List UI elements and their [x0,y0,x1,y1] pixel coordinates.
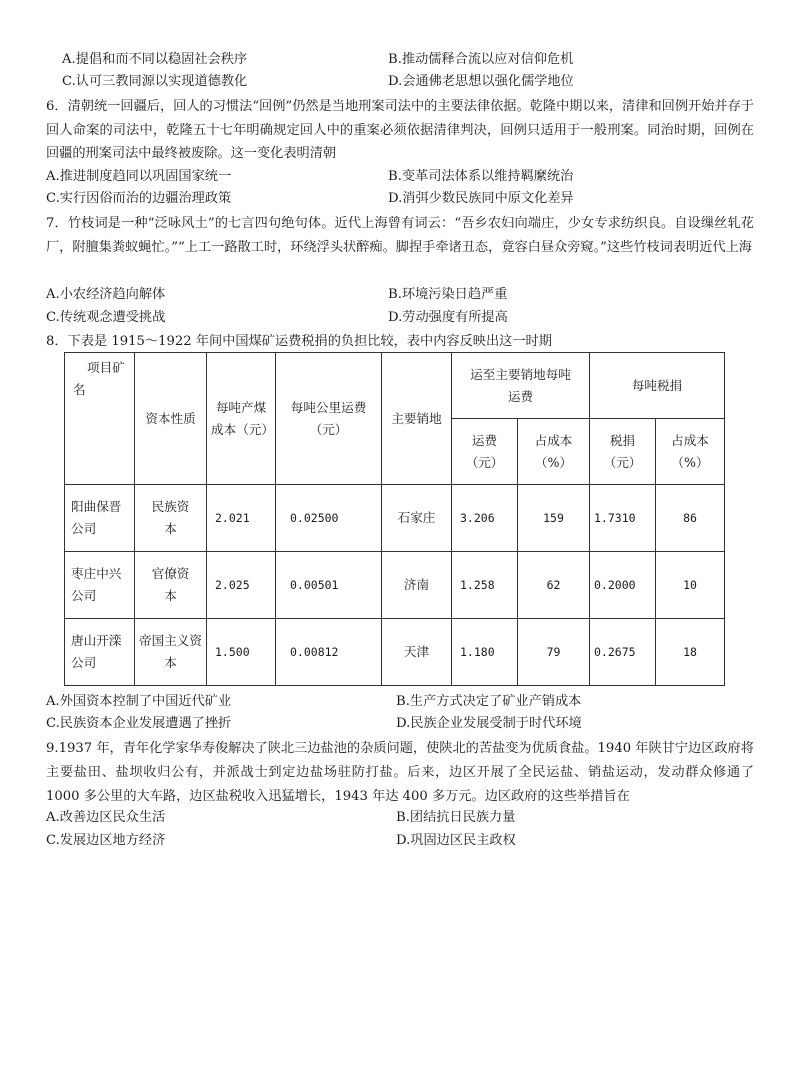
q8-option-c[interactable]: C.民族资本企业发展遭遇了挫折 [46,716,232,731]
table-row [65,485,725,552]
tax-ratio-cell: 10 [656,552,725,619]
q9-option-a[interactable]: A.改善边区民众生活 [46,810,166,825]
q7-option-b[interactable]: B.环境污染日趋严重 [388,287,508,302]
tax-group-header: 每吨税捐 [590,353,725,419]
freight-group-header: 运至主要销地每吨运费 [452,353,590,419]
q9-option-c[interactable]: C.发展边区地方经济 [46,833,166,848]
capital-cell: 帝国主义资本 [135,619,207,686]
cost-cell: 2.025 [207,552,276,619]
freight-ratio-cell: 79 [518,619,590,686]
q5-option-a[interactable]: A.提倡和而不同以稳固社会秩序 [62,52,248,67]
q9-option-b[interactable]: B.团结抗日民族力量 [396,810,516,825]
freight-cell: 1.180 [452,619,518,686]
tax-header: 税捐（元） [590,419,656,485]
tax-cell: 0.2000 [590,552,656,619]
freight-ratio-cell: 159 [518,485,590,552]
main-market-header: 主要销地 [382,353,452,485]
q8-option-b[interactable]: B.生产方式决定了矿业产销成本 [396,694,582,709]
q6-option-a[interactable]: A.推进制度趋同以巩固国家统一 [46,169,232,184]
mine-name-cell: 唐山开滦公司 [65,619,135,686]
freight-cell: 1.258 [452,552,518,619]
market-cell: 天津 [382,619,452,686]
corner-header-cell [65,353,135,485]
market-cell: 济南 [382,552,452,619]
market-cell: 石家庄 [382,485,452,552]
tax-ratio-cell: 86 [656,485,725,552]
corner-item-label: 项目 [87,360,113,375]
cost-cell: 2.021 [207,485,276,552]
q5-option-b[interactable]: B.推动儒释合流以应对信仰危机 [388,52,574,67]
tax-cell: 1.7310 [590,485,656,552]
per-km-cell: 0.02500 [276,485,382,552]
per-km-cell: 0.00501 [276,552,382,619]
freight-header: 运费（元） [452,419,518,485]
q9-option-d[interactable]: D.巩固边区民主政权 [396,833,516,848]
q6-option-b[interactable]: B.变革司法体系以维持羁縻统治 [388,169,574,184]
coal-cost-table [64,352,725,686]
cost-per-ton-header: 每吨产煤成本（元） [207,353,276,485]
freight-cell: 3.206 [452,485,518,552]
q9-stem: 9.1937 年，青年化学家华寿俊解决了陕北三边盐池的杂质问题，使陕北的苦盐变为优质食盐。1940 年陕甘宁边区政府将主要盐田、盐坝收归公有，并派战士到定边盐场驻防打盐。后来，边区开展了全民运盐、销盐运动，发动群众修通了 1000 多公里的大车路，边区盐税收入迅猛增长，1943 年达 400 多万元。边区政府的这些举措旨在 [46,741,754,804]
q8-option-d[interactable]: D.民族企业发展受制于时代环境 [396,716,582,731]
q6-stem: 6．清朝统一回疆后，回人的习惯法“回例”仍然是当地刑案司法中的主要法律依据。乾隆中期以来，清律和回例开始并存于回人命案的司法中，乾隆五十七年明确规定回人中的重案必须依据清律判决，回例只适用于一般刑案。同治时期，回例在回疆的刑案司法中最终被废除。这一变化表明清朝 [46,99,754,161]
q6-option-d[interactable]: D.消弭少数民族同中原文化差异 [388,191,574,206]
q8-stem: 8．下表是 1915～1922 年间中国煤矿运费税捐的负担比较，表中内容反映出这一时期 [46,334,552,349]
q8-option-a[interactable]: A.外国资本控制了中国近代矿业 [46,694,232,709]
freight-ratio-cell: 62 [518,552,590,619]
tax-cell: 0.2675 [590,619,656,686]
q7-stem: 7．竹枝词是一种“泛咏风土”的七言四句绝句体。近代上海曾有词云：“吾乡农妇向端庄，少女专求纺织良。自设缫丝轧花厂，附膻集粪蚁蝇忙。”“上工一路散工时，环绕浮头状醉痴。脚捏手牵诸丑态，竟容白昼众旁窥。”这些竹枝词表明近代上海 [46,216,754,255]
capital-cell: 官僚资本 [135,552,207,619]
corner-mine-label: 矿 [112,360,125,375]
q5-option-d[interactable]: D.会通佛老思想以强化儒学地位 [388,74,574,89]
tax-ratio-header: 占成本（%） [656,419,725,485]
capital-cell: 民族资本 [135,485,207,552]
freight-per-km-header: 每吨公里运费（元） [276,353,382,485]
per-km-cell: 0.00812 [276,619,382,686]
cost-cell: 1.500 [207,619,276,686]
capital-type-header: 资本性质 [135,353,207,485]
mine-name-cell: 枣庄中兴公司 [65,552,135,619]
q5-option-c[interactable]: C.认可三教同源以实现道德教化 [62,74,248,89]
tax-ratio-cell: 18 [656,619,725,686]
corner-name-label: 名 [73,382,86,397]
table-row [65,619,725,686]
q7-option-c[interactable]: C.传统观念遭受挑战 [46,310,166,325]
table-row [65,552,725,619]
q6-option-c[interactable]: C.实行因俗而治的边疆治理政策 [46,191,232,206]
q7-option-a[interactable]: A.小农经济趋向解体 [46,287,166,302]
freight-ratio-header: 占成本（%） [518,419,590,485]
q7-option-d[interactable]: D.劳动强度有所提高 [388,310,508,325]
mine-name-cell: 阳曲保晋公司 [65,485,135,552]
